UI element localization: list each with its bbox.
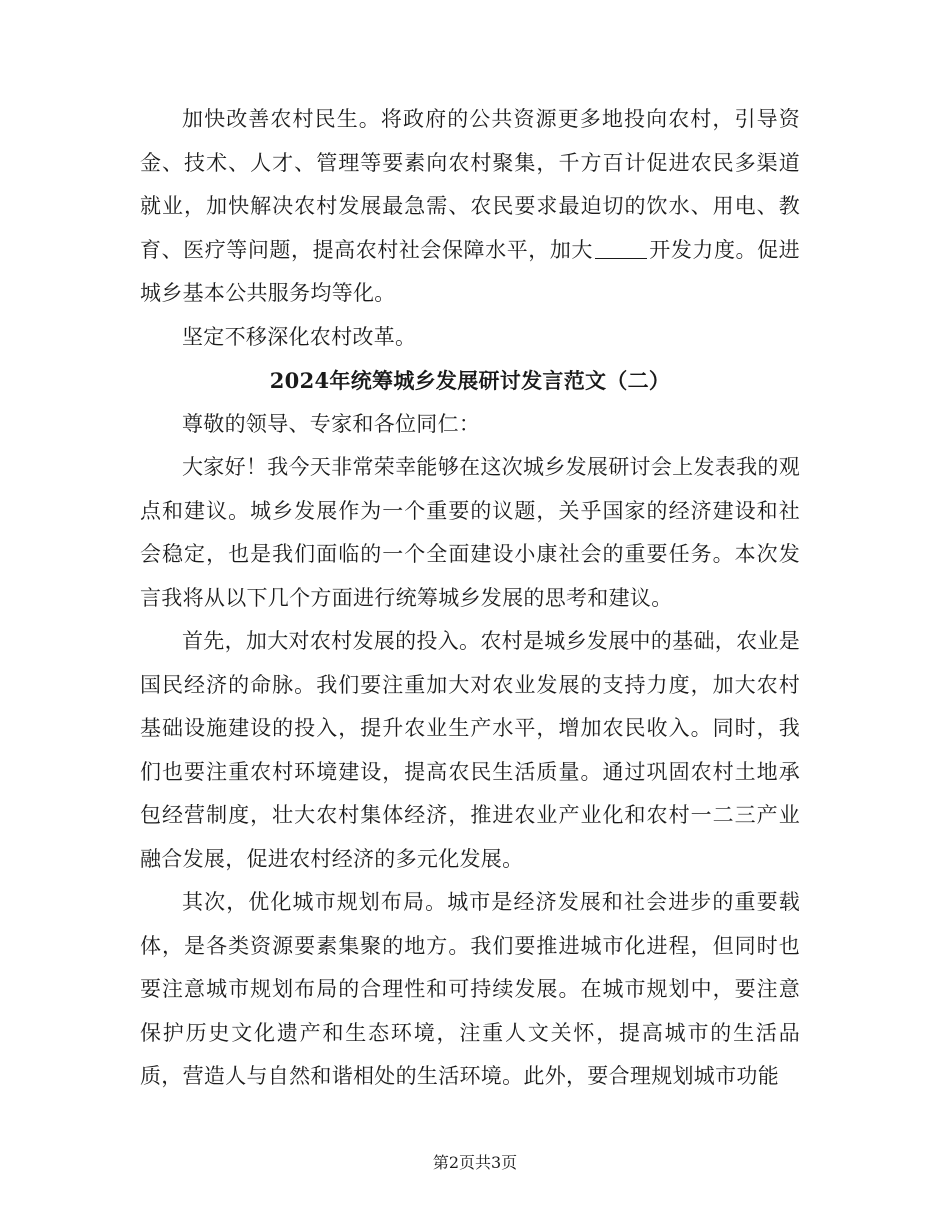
page-number-footer: 第2页共3页: [432, 1153, 518, 1172]
paragraph-rural-reform: 坚定不移深化农村改革。: [182, 324, 417, 349]
paragraph-first-point: 首先，加大对农村发展的投入。农村是城乡发展中的基础，农业是国民经济的命脉。我们要注重加大对农业发展的支持力度，加大农村基础设施建设的投入，提升农业生产水平，增加农民收入。同时，我们也要注重农村环境建设，提高农民生活质量。通过巩固农村土地承包经营制度，壮大农村集体经济，推进农业产业化和农村一二三产业融合发展，促进农村经济的多元化发展。: [140, 629, 800, 871]
section-heading: 2024年统筹城乡发展研讨发言范文（二）: [269, 368, 671, 393]
fill-in-blank: [595, 237, 647, 259]
document-body: [140, 98, 800, 1099]
paragraph-greeting: 大家好！我今天非常荣幸能够在这次城乡发展研讨会上发表我的观点和建议。城乡发展作为一个重要的议题，关乎国家的经济建设和社会稳定，也是我们面临的一个全面建设小康社会的重要任务。本次发言我将从以下几个方面进行统筹城乡发展的思考和建议。: [140, 455, 800, 610]
paragraph-rural-livelihood: [140, 98, 800, 316]
paragraph-salutation: 尊敬的领导、专家和各位同仁：: [182, 411, 481, 436]
paragraph-second-point: 其次，优化城市规划布局。城市是经济发展和社会进步的重要载体，是各类资源要素集聚的地方。我们要推进城市化进程，但同时也要注意城市规划布局的合理性和可持续发展。在城市规划中，要注意保护历史文化遗产和生态环境，注重人文关怀，提高城市的生活品质，营造人与自然和谐相处的生活环境。此外，要合理规划城市功能: [140, 890, 800, 1088]
paragraph-text: 开发力度。促进城乡基本公共服务均等化。: [140, 237, 800, 305]
paragraph-text: 加快改善农村民生。将政府的公共资源更多地投向农村，引导资金、技术、人才、管理等要素向农村聚集，千方百计促进农民多渠道就业，加快解决农村发展最急需、农民要求最迫切的饮水、用电、教育、医疗等问题，提高农村社会保障水平，加大: [140, 107, 800, 262]
